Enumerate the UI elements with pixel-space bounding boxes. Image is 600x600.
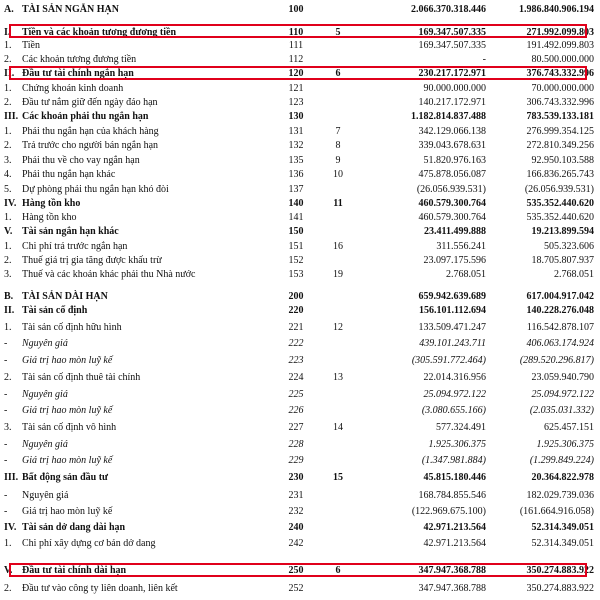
row-code: 2. [4,97,12,108]
row-code-number: 226 [288,405,304,416]
row-code-number: 150 [288,226,304,237]
table-row [0,183,600,196]
row-label: Hàng tồn kho [22,198,81,209]
row-code-number: 200 [288,291,304,302]
row-label: Nguyên giá [22,389,68,400]
table-row [0,268,600,281]
row-value-end-period: 45.815.180.446 [423,472,486,483]
table-row [0,290,600,303]
row-note-number: 8 [335,140,341,151]
row-label: Nguyên giá [22,338,68,349]
row-code: 2. [4,583,12,594]
row-code-number: 228 [288,439,304,450]
row-value-begin-period: 20.364.822.978 [531,472,594,483]
row-code-number: 137 [288,184,304,195]
row-code-number: 132 [288,140,304,151]
row-note-number: 19 [333,269,343,280]
table-row [0,321,600,334]
row-code-number: 221 [288,322,304,333]
row-value-begin-period: 52.314.349.051 [531,522,594,533]
row-code: 1. [4,212,12,223]
table-row [0,438,600,451]
row-code: 3. [4,155,12,166]
row-code-number: 227 [288,422,304,433]
row-code: - [4,490,8,501]
row-code: 2. [4,255,12,266]
row-code: 1. [4,83,12,94]
row-code-number: 223 [288,355,304,366]
row-code: - [4,338,8,349]
table-row [0,582,600,595]
table-row [0,211,600,224]
row-label: Tài sản cố định hữu hình [22,322,122,333]
row-value-end-period: 1.925.306.375 [428,439,486,450]
row-value-end-period: (1.347.981.884) [421,455,486,466]
table-row [0,225,600,238]
row-value-end-period: 168.784.855.546 [418,490,486,501]
row-value-end-period: 23.097.175.596 [423,255,486,266]
row-label: Đầu tư vào công ty liên doanh, liên kết [22,583,178,594]
row-value-begin-period: 23.059.940.790 [531,372,594,383]
row-note-number: 11 [333,198,343,209]
table-row [0,337,600,350]
row-value-begin-period: 19.213.899.594 [531,226,594,237]
row-label: Phải thu về cho vay ngắn hạn [22,155,140,166]
row-code: II. [4,305,15,316]
row-value-end-period: 140.217.172.971 [418,97,486,108]
row-label: Phải thu ngắn hạn của khách hàng [22,126,159,137]
row-code: - [4,389,8,400]
row-code: 1. [4,322,12,333]
row-code-number: 100 [288,4,304,15]
row-value-begin-period: 116.542.878.107 [526,322,594,333]
row-code: 2. [4,140,12,151]
row-value-end-period: 347.947.368.788 [418,565,486,576]
row-value-end-period: 577.324.491 [436,422,486,433]
row-code: - [4,355,8,366]
row-label: Đầu tư tài chính ngắn hạn [22,68,134,79]
row-value-begin-period: 535.352.440.620 [526,212,594,223]
row-label: Giá trị hao mòn luỹ kế [22,355,113,366]
row-value-begin-period: 276.999.354.125 [526,126,594,137]
row-label: Dự phòng phải thu ngắn hạn khó đòi [22,184,169,195]
row-value-begin-period: 505.323.606 [544,241,594,252]
table-row [0,39,600,52]
row-code-number: 121 [288,83,304,94]
row-code: 1. [4,241,12,252]
row-code: - [4,455,8,466]
row-code: V. [4,226,13,237]
row-label: Tiền [22,40,40,51]
row-code-number: 135 [288,155,304,166]
row-value-begin-period: 535.352.440.620 [526,198,594,209]
row-value-begin-period: 783.539.133.181 [526,111,594,122]
row-value-end-period: - [482,54,486,65]
row-value-begin-period: 25.094.972.122 [531,389,594,400]
row-value-end-period: (305.591.772.464) [411,355,486,366]
row-label: Đầu tư tài chính dài hạn [22,565,127,576]
table-row [0,564,600,577]
row-label: Các khoản tương đương tiền [22,54,137,65]
table-row [0,67,600,80]
row-value-end-period: 460.579.300.764 [418,198,486,209]
table-row [0,139,600,152]
row-label: Tài sản ngắn hạn khác [22,226,119,237]
row-code: V. [4,565,13,576]
table-row [0,471,600,484]
row-label: Chi phí xây dựng cơ bản dở dang [22,538,156,549]
row-value-begin-period: 1.986.840.906.194 [519,4,594,15]
row-value-begin-period: 350.274.883.922 [526,583,594,594]
row-code: 1. [4,40,12,51]
row-code: - [4,405,8,416]
row-value-begin-period: 92.950.103.588 [531,155,594,166]
row-note-number: 13 [333,372,343,383]
row-code: II. [4,68,15,79]
row-label: Chi phí trả trước ngắn hạn [22,241,128,252]
row-label: Đầu tư nắm giữ đến ngày đáo hạn [22,97,158,108]
row-code: B. [4,291,14,302]
row-value-end-period: 1.182.814.837.488 [411,111,486,122]
row-note-number: 5 [335,27,341,38]
row-label: Tiền và các khoản tương đương tiền [22,27,177,38]
row-value-begin-period: 18.705.807.937 [531,255,594,266]
row-code-number: 152 [288,255,304,266]
row-label: Giá trị hao mòn luỹ kế [22,405,113,416]
row-label: Phải thu ngắn hạn khác [22,169,116,180]
row-value-begin-period: 52.314.349.051 [531,538,594,549]
row-value-end-period: 475.878.056.087 [418,169,486,180]
table-row [0,304,600,317]
table-row [0,26,600,39]
row-code-number: 250 [288,565,304,576]
row-code-number: 231 [288,490,304,501]
row-value-end-period: 169.347.507.335 [418,40,486,51]
row-value-begin-period: (26.056.939.531) [524,184,594,195]
row-code-number: 123 [288,97,304,108]
row-code-number: 222 [288,338,304,349]
row-value-begin-period: 182.029.739.036 [526,490,594,501]
row-code: A. [4,4,14,15]
row-label: Giá trị hao mòn luỹ kế [22,506,113,517]
row-label: Tài sản dở dang dài hạn [22,522,126,533]
row-code: I. [4,27,11,38]
row-note-number: 12 [333,322,343,333]
row-value-begin-period: 406.063.174.924 [526,338,594,349]
row-code: 4. [4,169,12,180]
row-value-begin-period: 306.743.332.996 [526,97,594,108]
row-note-number: 6 [335,68,341,79]
row-code-number: 110 [288,27,304,38]
row-value-end-period: 339.043.678.631 [418,140,486,151]
row-note-number: 6 [335,565,341,576]
row-value-end-period: 659.942.639.689 [418,291,486,302]
row-value-end-period: (3.080.655.166) [421,405,486,416]
table-row [0,3,600,16]
row-value-end-period: 90.000.000.000 [423,83,486,94]
table-row [0,154,600,167]
row-label: Thuế và các khoản khác phải thu Nhà nước [22,269,196,280]
row-value-end-period: 342.129.066.138 [418,126,486,137]
row-note-number: 14 [333,422,343,433]
row-label: TÀI SẢN NGẮN HẠN [22,4,119,15]
row-value-begin-period: (289.520.296.817) [519,355,594,366]
table-row [0,521,600,534]
table-row [0,537,600,550]
table-row [0,53,600,66]
row-label: Hàng tồn kho [22,212,77,223]
row-code-number: 252 [288,583,304,594]
row-label: Tài sản cố định vô hình [22,422,117,433]
table-row [0,421,600,434]
table-row [0,505,600,518]
row-value-end-period: (122.969.675.100) [411,506,486,517]
row-code-number: 224 [288,372,304,383]
row-code: - [4,506,8,517]
table-row [0,110,600,123]
row-note-number: 16 [333,241,343,252]
row-code-number: 112 [288,54,304,65]
row-value-begin-period: 191.492.099.803 [526,40,594,51]
row-code: III. [4,111,19,122]
row-value-begin-period: 1.925.306.375 [536,439,594,450]
row-value-begin-period: 2.768.051 [554,269,594,280]
row-code: 3. [4,422,12,433]
table-row [0,454,600,467]
row-code: III. [4,472,19,483]
row-label: Các khoản phải thu ngắn hạn [22,111,149,122]
row-label: Bất động sản đầu tư [22,472,109,483]
row-code-number: 151 [288,241,304,252]
row-code-number: 232 [288,506,304,517]
row-code-number: 240 [288,522,304,533]
row-label: Nguyên giá [22,439,68,450]
table-row [0,254,600,267]
row-value-begin-period: 272.810.349.256 [526,140,594,151]
row-code-number: 229 [288,455,304,466]
row-label: Giá trị hao mòn luỹ kế [22,455,113,466]
row-code: - [4,439,8,450]
row-code-number: 131 [288,126,304,137]
row-code-number: 120 [288,68,304,79]
row-label: Trả trước cho người bán ngắn hạn [22,140,159,151]
row-value-begin-period: 166.836.265.743 [526,169,594,180]
row-value-end-period: 460.579.300.764 [418,212,486,223]
row-value-end-period: 51.820.976.163 [423,155,486,166]
row-value-begin-period: (161.664.916.058) [519,506,594,517]
table-row [0,240,600,253]
row-value-begin-period: 140.228.276.048 [526,305,594,316]
row-value-end-period: 311.556.241 [436,241,486,252]
row-value-begin-period: (2.035.031.332) [529,405,594,416]
row-label: Chứng khoán kinh doanh [22,83,124,94]
row-value-begin-period: (1.299.849.224) [529,455,594,466]
row-value-end-period: 23.411.499.888 [424,226,486,237]
row-value-end-period: 2.768.051 [446,269,486,280]
row-label: Thuế giá trị gia tăng được khấu trừ [22,255,162,266]
row-code-number: 242 [288,538,304,549]
row-code-number: 140 [288,198,304,209]
row-code-number: 141 [288,212,304,223]
row-value-end-period: 42.971.213.564 [423,522,486,533]
table-row [0,168,600,181]
row-value-end-period: 439.101.243.711 [419,338,486,349]
row-value-begin-period: 617.004.917.042 [526,291,594,302]
row-value-begin-period: 350.274.883.922 [526,565,594,576]
row-value-end-period: 22.014.316.956 [423,372,486,383]
row-value-end-period: 25.094.972.122 [423,389,486,400]
row-label: Tài sản cố định thuê tài chính [22,372,141,383]
table-row [0,388,600,401]
row-note-number: 15 [333,472,343,483]
table-row [0,197,600,210]
row-value-end-period: (26.056.939.531) [416,184,486,195]
row-code-number: 153 [288,269,304,280]
table-row [0,96,600,109]
table-row [0,404,600,417]
row-value-end-period: 42.971.213.564 [423,538,486,549]
row-value-begin-period: 80.500.000.000 [531,54,594,65]
row-note-number: 9 [335,155,341,166]
row-code: IV. [4,198,17,209]
row-value-end-period: 347.947.368.788 [418,583,486,594]
row-code: 1. [4,126,12,137]
row-label: Tài sản cố định [22,305,88,316]
row-code-number: 230 [288,472,304,483]
row-value-begin-period: 271.992.099.803 [526,27,594,38]
row-code-number: 225 [288,389,304,400]
row-code: IV. [4,522,17,533]
row-value-begin-period: 70.000.000.000 [531,83,594,94]
table-row [0,371,600,384]
row-code: 2. [4,372,12,383]
row-label: Nguyên giá [22,490,69,501]
row-code: 3. [4,269,12,280]
row-code: 2. [4,54,12,65]
table-row [0,354,600,367]
row-value-end-period: 133.509.471.247 [418,322,486,333]
row-code-number: 130 [288,111,304,122]
row-value-end-period: 156.101.112.694 [419,305,486,316]
row-value-begin-period: 376.743.332.996 [526,68,594,79]
row-code: 1. [4,538,12,549]
row-note-number: 7 [335,126,341,137]
row-value-end-period: 2.066.370.318.446 [411,4,486,15]
row-value-end-period: 169.347.507.335 [418,27,486,38]
row-code-number: 136 [288,169,304,180]
row-code-number: 111 [288,40,304,51]
row-code-number: 220 [288,305,304,316]
table-row [0,125,600,138]
row-label: TÀI SẢN DÀI HẠN [22,291,108,302]
table-row [0,489,600,502]
row-note-number: 10 [333,169,343,180]
row-code: 5. [4,184,12,195]
row-value-begin-period: 625.457.151 [544,422,594,433]
row-value-end-period: 230.217.172.971 [418,68,486,79]
table-row [0,82,600,95]
